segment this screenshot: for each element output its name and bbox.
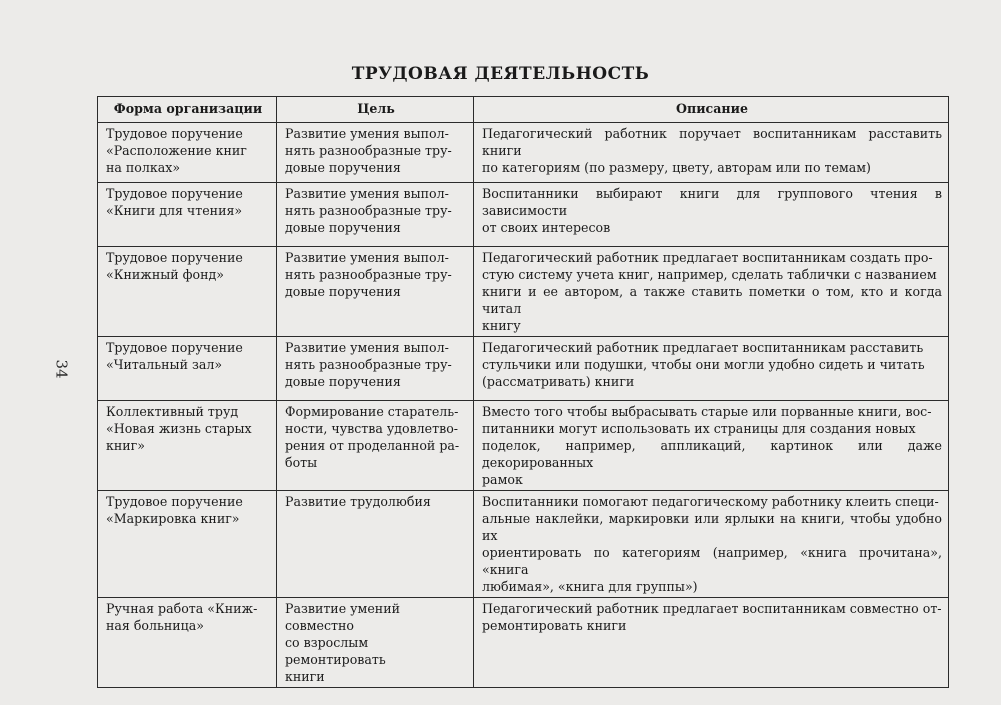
cell-line: Трудовое поручение xyxy=(106,340,243,355)
cell-form xyxy=(98,123,277,183)
cell-form xyxy=(98,337,277,401)
cell-line: «Расположение книг xyxy=(106,143,247,158)
table-row xyxy=(98,337,949,401)
cell-form xyxy=(98,183,277,247)
cell-line: альные наклейки, маркировки или ярлыки на книги, чтобы удобно их xyxy=(482,511,942,543)
cell-line: Коллективный труд xyxy=(106,404,239,419)
cell-line: со взрослым ремонтировать xyxy=(285,635,386,667)
cell-line: Развитие умения выпол- xyxy=(285,250,449,265)
cell-line: ная больница» xyxy=(106,618,204,633)
cell-line: Воспитанники выбирают книги для группового чтения в зависимости xyxy=(482,186,942,218)
cell-goal xyxy=(277,491,474,598)
cell-line: «Читальный зал» xyxy=(106,357,223,372)
header-description: Описание xyxy=(474,97,949,123)
cell-line: рения от проделанной ра- xyxy=(285,438,460,453)
cell-line: Трудовое поручение xyxy=(106,126,243,141)
cell-line: ремонтировать книги xyxy=(482,618,627,633)
cell-line: довые поручения xyxy=(285,220,401,235)
cell-line: на полках» xyxy=(106,160,181,175)
table-row xyxy=(98,401,949,491)
cell-form xyxy=(98,247,277,337)
cell-line: Развитие умения выпол- xyxy=(285,340,449,355)
cell-description xyxy=(474,598,949,688)
header-form: Форма организации xyxy=(98,97,277,123)
cell-goal xyxy=(277,598,474,688)
cell-line: Развитие умений совместно xyxy=(285,601,400,633)
table-row xyxy=(98,598,949,688)
cell-form xyxy=(98,491,277,598)
cell-line: «Маркировка книг» xyxy=(106,511,240,526)
cell-line: Развитие трудолюбия xyxy=(285,494,431,509)
cell-line: книг» xyxy=(106,438,145,453)
table-row xyxy=(98,123,949,183)
cell-line: довые поручения xyxy=(285,160,401,175)
cell-line: Педагогический работник поручает воспитанникам расставить книги xyxy=(482,126,942,158)
cell-line: книгу xyxy=(482,318,521,333)
cell-line: стульчики или подушки, чтобы они могли удобно сидеть и читать xyxy=(482,357,925,372)
cell-line: Формирование старатель- xyxy=(285,404,459,419)
cell-line: поделок, например, аппликаций, картинок или даже декорированных xyxy=(482,438,942,470)
table-row xyxy=(98,491,949,598)
cell-line: любимая», «книга для группы») xyxy=(482,579,698,594)
cell-form xyxy=(98,401,277,491)
cell-goal xyxy=(277,401,474,491)
cell-line: книги и ее автором, а также ставить пометки о том, кто и когда читал xyxy=(482,284,942,316)
cell-goal xyxy=(277,337,474,401)
table-row xyxy=(98,183,949,247)
cell-description xyxy=(474,401,949,491)
cell-line: Трудовое поручение xyxy=(106,494,243,509)
cell-line: ности, чувства удовлетво- xyxy=(285,421,459,436)
cell-goal xyxy=(277,123,474,183)
cell-goal xyxy=(277,247,474,337)
cell-line: Вместо того чтобы выбрасывать старые или порванные книги, вос- xyxy=(482,404,932,419)
cell-line: Ручная работа «Книж- xyxy=(106,601,258,616)
cell-line: от своих интересов xyxy=(482,220,611,235)
cell-description xyxy=(474,123,949,183)
cell-line: «Книги для чтения» xyxy=(106,203,243,218)
cell-description xyxy=(474,183,949,247)
cell-line: рамок xyxy=(482,472,523,487)
cell-line: нять разнообразные тру- xyxy=(285,357,452,372)
cell-goal xyxy=(277,183,474,247)
cell-line: Трудовое поручение xyxy=(106,186,243,201)
cell-line: стую систему учета книг, например, сделать таблички с названием xyxy=(482,267,937,282)
cell-line: довые поручения xyxy=(285,374,401,389)
cell-line: (рассматривать) книги xyxy=(482,374,635,389)
activity-table xyxy=(97,96,949,688)
cell-line: нять разнообразные тру- xyxy=(285,143,452,158)
cell-line: нять разнообразные тру- xyxy=(285,203,452,218)
cell-line: Педагогический работник предлагает воспитанникам создать про- xyxy=(482,250,933,265)
cell-line: Развитие умения выпол- xyxy=(285,126,449,141)
cell-line: книги xyxy=(285,669,325,684)
cell-line: питанники могут использовать их страницы для создания новых xyxy=(482,421,916,436)
page-title: ТРУДОВАЯ ДЕЯТЕЛЬНОСТЬ xyxy=(351,64,650,84)
cell-line: Педагогический работник предлагает воспитанникам совместно от- xyxy=(482,601,942,616)
cell-line: довые поручения xyxy=(285,284,401,299)
cell-line: ориентировать по категориям (например, «книга прочитана», «книга xyxy=(482,545,942,577)
table-header-row xyxy=(98,97,949,123)
header-goal: Цель xyxy=(277,97,474,123)
cell-line: «Книжный фонд» xyxy=(106,267,224,282)
cell-form xyxy=(98,598,277,688)
cell-line: боты xyxy=(285,455,318,470)
cell-line: нять разнообразные тру- xyxy=(285,267,452,282)
cell-line: Трудовое поручение xyxy=(106,250,243,265)
cell-line: «Новая жизнь старых xyxy=(106,421,252,436)
cell-line: Развитие умения выпол- xyxy=(285,186,449,201)
cell-line: Воспитанники помогают педагогическому работнику клеить специ- xyxy=(482,494,939,509)
cell-description xyxy=(474,491,949,598)
cell-line: Педагогический работник предлагает воспитанникам расставить xyxy=(482,340,924,355)
cell-description xyxy=(474,337,949,401)
table-row xyxy=(98,247,949,337)
page-number: 34 xyxy=(52,359,71,379)
cell-description xyxy=(474,247,949,337)
cell-line: по категориям (по размеру, цвету, авторам или по темам) xyxy=(482,160,871,175)
